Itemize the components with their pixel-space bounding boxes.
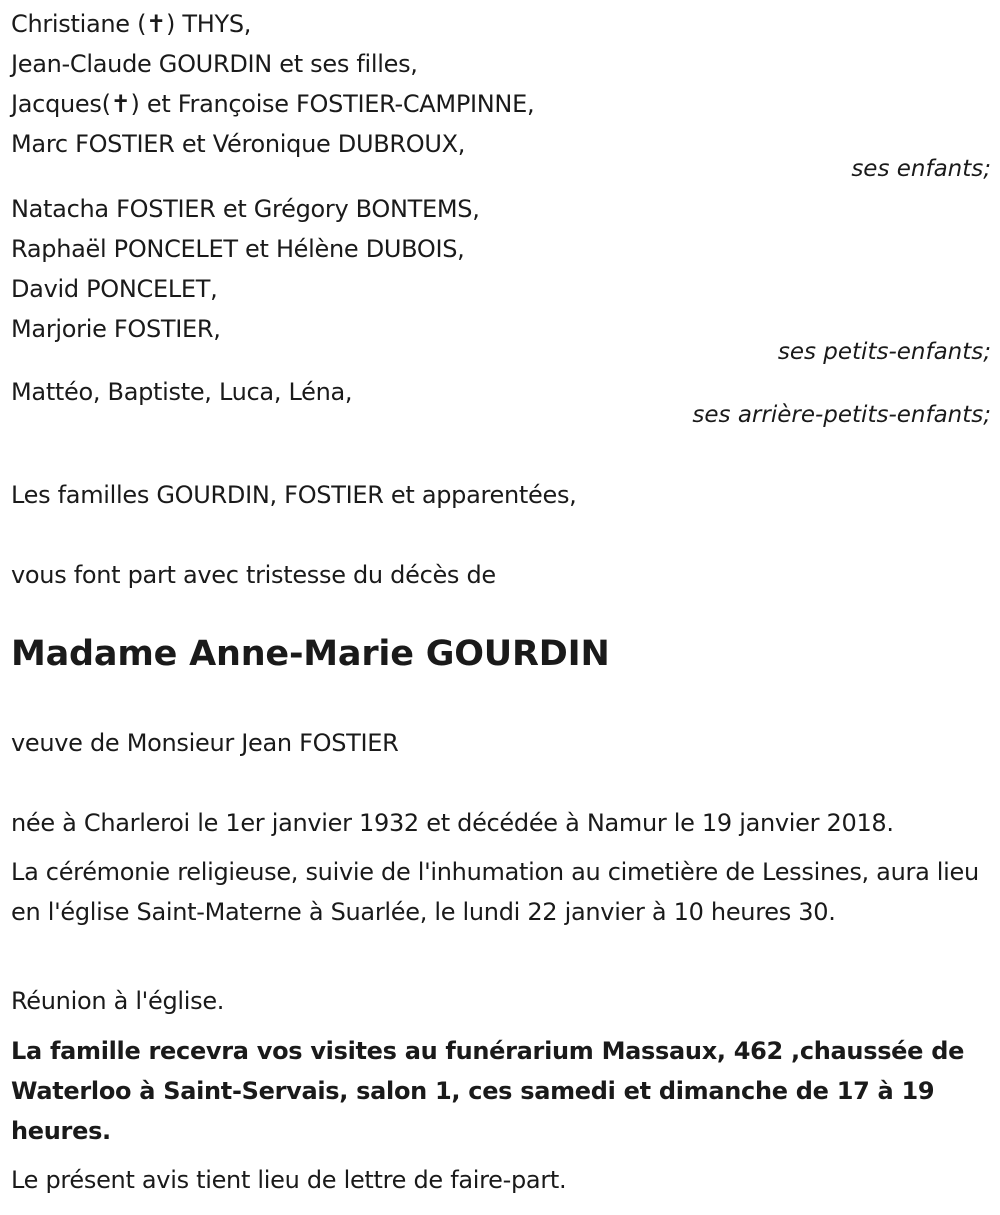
grandchildren-list	[11, 189, 480, 349]
announcement-line: vous font part avec tristesse du décès de	[11, 561, 496, 589]
child-line: Christiane (✝) THYS,	[11, 10, 252, 38]
meeting-line: Réunion à l'église.	[11, 987, 225, 1015]
grandchild-line: Marjorie FOSTIER,	[11, 315, 221, 343]
widow-of-line: veuve de Monsieur Jean FOSTIER	[11, 729, 399, 757]
deceased-name: Madame Anne-Marie GOURDIN	[11, 634, 610, 674]
child-line: Jacques(✝) et Françoise FOSTIER-CAMPINNE,	[11, 90, 535, 118]
birth-death-line: née à Charleroi le 1er janvier 1932 et décédée à Namur le 19 janvier 2018.	[11, 809, 894, 837]
closing-line: Le présent avis tient lieu de lettre de faire-part.	[11, 1166, 567, 1194]
families-line: Les familles GOURDIN, FOSTIER et apparentées,	[11, 481, 577, 509]
child-line: Jean-Claude GOURDIN et ses filles,	[11, 50, 418, 78]
children-list	[11, 4, 534, 164]
grandchild-line: David PONCELET,	[11, 275, 218, 303]
visits-paragraph: La famille recevra vos visites au funérarium Massaux, 462 ,chaussée de Waterloo à Saint-Servais, salon 1, ces samedi et dimanche de 17 à 19 heures.	[11, 1037, 965, 1145]
children-role: ses enfants;	[851, 156, 991, 182]
great-grandchildren-line: Mattéo, Baptiste, Luca, Léna,	[11, 378, 353, 406]
grandchildren-role: ses petits-enfants;	[777, 339, 991, 365]
grandchild-line: Natacha FOSTIER et Grégory BONTEMS,	[11, 195, 480, 223]
great-grandchildren-role: ses arrière-petits-enfants;	[692, 402, 991, 428]
ceremony-paragraph: La cérémonie religieuse, suivie de l'inhumation au cimetière de Lessines, aura lieu en l'église Saint-Materne à Suarlée, le lundi 22 janvier à 10 heures 30.	[11, 858, 979, 926]
grandchild-line: Raphaël PONCELET et Hélène DUBOIS,	[11, 235, 465, 263]
child-line: Marc FOSTIER et Véronique DUBROUX,	[11, 130, 466, 158]
